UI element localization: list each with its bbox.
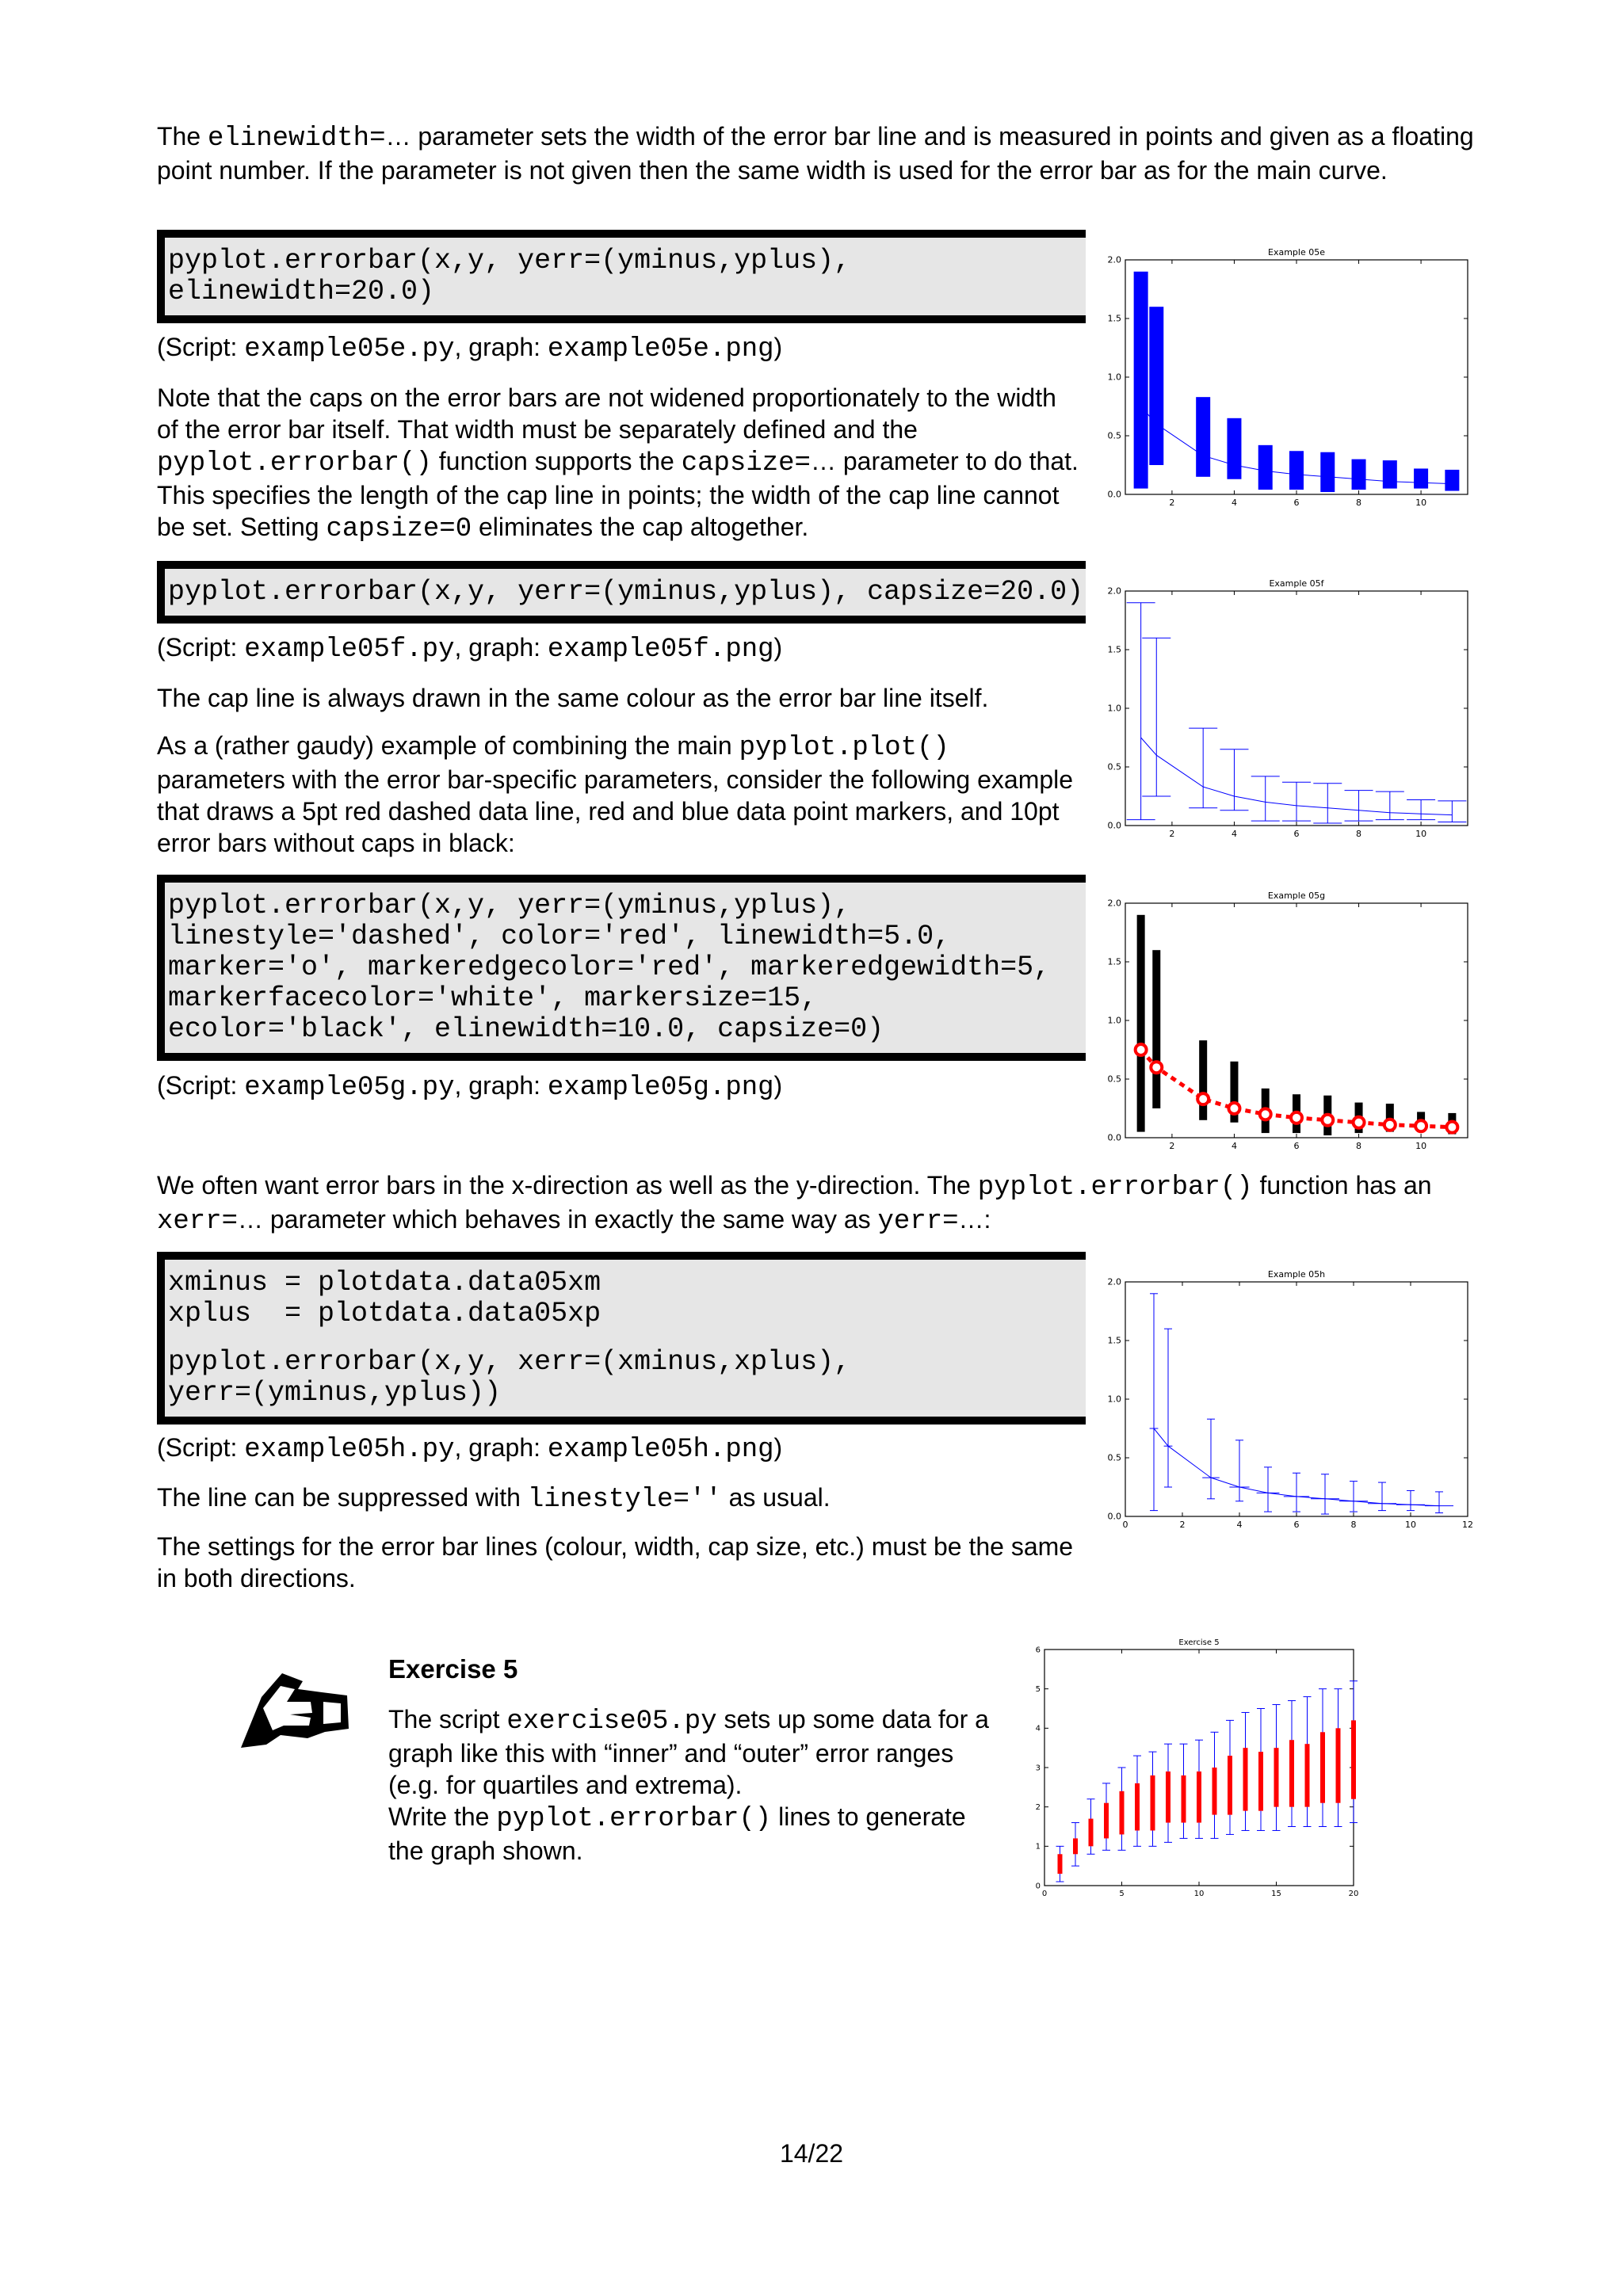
inner-error-bar [1135, 1783, 1140, 1831]
inner-error-bar [1058, 1854, 1063, 1874]
y-tick-label: 4 [1035, 1724, 1041, 1733]
x-tick-label: 8 [1356, 498, 1362, 508]
y-tick-label: 0.0 [1107, 1511, 1121, 1522]
x-tick-label: 6 [1293, 1141, 1300, 1151]
data-marker [1260, 1108, 1271, 1119]
inner-error-bar [1228, 1756, 1232, 1815]
x-tick-label: 2 [1169, 829, 1175, 839]
inner-error-bar [1073, 1838, 1078, 1854]
x-tick-label: 10 [1405, 1520, 1416, 1530]
inner-error-bar [1197, 1772, 1201, 1823]
x-tick-label: 20 [1348, 1890, 1359, 1898]
chart-title: Example 05e [1268, 247, 1325, 257]
data-marker [1384, 1119, 1396, 1131]
error-bar [1137, 915, 1145, 1132]
x-tick-label: 6 [1293, 498, 1300, 508]
inner-error-bar [1305, 1744, 1310, 1806]
error-bar [1445, 470, 1459, 491]
y-tick-label: 0 [1035, 1882, 1041, 1891]
y-tick-label: 1.5 [1107, 313, 1121, 324]
y-tick-label: 2.0 [1107, 1276, 1121, 1287]
error-bar [1199, 1040, 1207, 1120]
error-bar [1414, 468, 1428, 488]
error-bar [1227, 418, 1241, 479]
y-tick-label: 3 [1035, 1764, 1041, 1773]
x-tick-label: 0 [1122, 1520, 1128, 1530]
y-tick-label: 2 [1035, 1803, 1041, 1812]
y-tick-label: 5 [1035, 1685, 1041, 1694]
code-block-05g: pyplot.errorbar(x,y, yerr=(yminus,yplus), linestyle='dashed', color='red', linewidth=5.0, marker='o', markeredgecolor='red', markeredgewidth=5, markerfacecolor='white', markersize=15, ecolor='black', elinewidth=10.0, capsize=0) [157, 875, 1086, 1061]
exercise-title: Exercise 5 [388, 1654, 518, 1684]
x-tick-label: 4 [1231, 1141, 1237, 1151]
x-tick-label: 2 [1179, 1520, 1186, 1530]
x-tick-label: 6 [1293, 1520, 1300, 1530]
page-number: 14/22 [779, 2139, 844, 2168]
y-tick-label: 1.5 [1107, 644, 1121, 655]
x-tick-label: 4 [1231, 498, 1237, 508]
y-tick-label: 2.0 [1107, 898, 1121, 909]
code-block-05e: pyplot.errorbar(x,y, yerr=(yminus,yplus), elinewidth=20.0) [157, 230, 1086, 323]
error-bar [1383, 460, 1397, 489]
x-tick-label: 4 [1231, 829, 1237, 839]
y-tick-label: 2.0 [1107, 585, 1121, 597]
inner-error-bar [1351, 1720, 1356, 1798]
data-marker [1446, 1122, 1457, 1133]
chart-example-05g [1094, 881, 1490, 1166]
inner-error-bar [1166, 1772, 1170, 1823]
x-tick-label: 15 [1271, 1890, 1281, 1898]
error-bar [1149, 307, 1163, 465]
paragraph-elinewidth: The elinewidth=… parameter sets the width of the error bar line and is measured in points and given as a floating point number. If the parameter is not given then the same width is used for the error bar as for the main curve. [157, 122, 1474, 185]
data-marker [1197, 1093, 1209, 1104]
y-tick-label: 1 [1035, 1842, 1041, 1852]
x-tick-label: 8 [1350, 1520, 1357, 1530]
data-marker [1291, 1112, 1302, 1123]
inner-error-bar [1182, 1775, 1186, 1823]
error-bar [1352, 460, 1366, 490]
x-tick-label: 10 [1415, 829, 1427, 839]
x-tick-label: 4 [1236, 1520, 1243, 1530]
paragraph-settings: The settings for the error bar lines (colour, width, cap size, etc.) must be the same in both directions. [157, 1532, 1074, 1592]
y-tick-label: 0.0 [1107, 1132, 1121, 1143]
inner-error-bar [1258, 1752, 1263, 1811]
y-tick-label: 0.5 [1107, 761, 1121, 772]
inner-error-bar [1151, 1775, 1155, 1831]
x-tick-label: 10 [1193, 1890, 1205, 1898]
exercise-text: The script exercise05.py sets up some data for a graph like this with “inner” and “outer” error ranges (e.g. for quartiles and extrema). Write the pyplot.errorbar() lines to generate the graph shown. [388, 1705, 989, 1865]
y-tick-label: 6 [1035, 1646, 1041, 1655]
error-bar [1320, 452, 1335, 492]
paragraph-linestyle: The line can be suppressed with linestyle='' as usual. [157, 1483, 831, 1515]
y-tick-label: 0.5 [1107, 1074, 1121, 1085]
data-marker [1322, 1115, 1333, 1126]
chart-title: Example 05f [1269, 578, 1324, 589]
error-bar [1196, 397, 1210, 477]
paragraph-capsize: Note that the caps on the error bars are not widened proportionately to the width of the error bar itself. That width must be separately defined and the pyplot.errorbar() function supports the capsize=… parameter to do that. This specifies the length of the cap line in points; the width of the cap line cannot be set. Setting capsize=0 eliminates the cap altogether. [157, 383, 1079, 544]
writing-hand-icon [235, 1662, 353, 1757]
paragraph-cap-colour: The cap line is always drawn in the same colour as the error bar line itself. [157, 684, 989, 712]
inner-error-bar [1274, 1748, 1279, 1807]
y-tick-label: 1.0 [1107, 703, 1121, 714]
data-marker [1354, 1117, 1365, 1128]
chart-title: Exercise 5 [1178, 1638, 1220, 1647]
caption-05g: (Script: example05g.py, graph: example05g.png) [157, 1071, 783, 1103]
x-tick-label: 10 [1415, 1141, 1427, 1151]
x-tick-label: 8 [1356, 1141, 1362, 1151]
chart-exercise-5 [1022, 1632, 1371, 1901]
error-bar [1152, 950, 1160, 1108]
y-tick-label: 2.0 [1107, 254, 1121, 265]
caption-05h: (Script: example05h.py, graph: example05h.png) [157, 1433, 783, 1465]
chart-title: Example 05g [1267, 891, 1326, 901]
inner-error-bar [1120, 1791, 1125, 1835]
y-tick-label: 0.5 [1107, 1452, 1121, 1463]
error-bar [1258, 445, 1273, 490]
error-bar [1289, 451, 1304, 490]
inner-error-bar [1336, 1728, 1341, 1802]
error-bar [1134, 272, 1148, 489]
paragraph-gaudy-example: As a (rather gaudy) example of combining the main pyplot.plot() parameters with the error bar-specific parameters, consider the following example that draws a 5pt red dashed data line, red and blue data point markers, and 10pt error bars without caps in black: [157, 731, 1074, 857]
caption-05e: (Script: example05e.py, graph: example05e.png) [157, 333, 783, 364]
x-tick-label: 10 [1415, 498, 1427, 508]
caption-05f: (Script: example05f.py, graph: example05f.png) [157, 633, 783, 665]
y-tick-label: 0.0 [1107, 820, 1121, 831]
x-tick-label: 2 [1169, 1141, 1175, 1151]
x-tick-label: 0 [1041, 1890, 1048, 1898]
chart-example-05f [1094, 569, 1490, 854]
y-tick-label: 1.0 [1107, 1015, 1121, 1026]
inner-error-bar [1289, 1740, 1294, 1806]
x-tick-label: 5 [1119, 1890, 1125, 1898]
y-tick-label: 1.5 [1107, 1335, 1121, 1346]
chart-example-05e [1094, 238, 1490, 523]
y-tick-label: 1.0 [1107, 372, 1121, 383]
inner-error-bar [1104, 1803, 1109, 1839]
chart-example-05h [1094, 1260, 1490, 1545]
y-tick-label: 0.5 [1107, 430, 1121, 441]
x-tick-label: 8 [1356, 829, 1362, 839]
y-tick-label: 1.0 [1107, 1394, 1121, 1405]
data-marker [1415, 1120, 1426, 1131]
data-marker [1228, 1103, 1239, 1114]
paragraph-xerr: We often want error bars in the x-direction as well as the y-direction. The pyplot.errorbar() function has an xerr=… parameter which behaves in exactly the same way as yerr=…: [157, 1171, 1432, 1237]
x-tick-label: 12 [1462, 1520, 1473, 1530]
code-block-05f: pyplot.errorbar(x,y, yerr=(yminus,yplus), capsize=20.0) [157, 561, 1086, 624]
y-tick-label: 1.5 [1107, 956, 1121, 967]
data-marker [1151, 1062, 1162, 1073]
x-tick-label: 6 [1293, 829, 1300, 839]
inner-error-bar [1212, 1768, 1217, 1815]
inner-error-bar [1320, 1732, 1325, 1802]
data-marker [1136, 1044, 1147, 1055]
x-tick-label: 2 [1169, 498, 1175, 508]
code-block-05h: xminus = plotdata.data05xm xplus = plotdata.data05xp pyplot.errorbar(x,y, xerr=(xminus,xplus), yerr=(yminus,yplus)) [157, 1252, 1086, 1425]
chart-title: Example 05h [1267, 1269, 1326, 1280]
inner-error-bar [1089, 1819, 1094, 1847]
inner-error-bar [1243, 1748, 1248, 1810]
y-tick-label: 0.0 [1107, 489, 1121, 500]
